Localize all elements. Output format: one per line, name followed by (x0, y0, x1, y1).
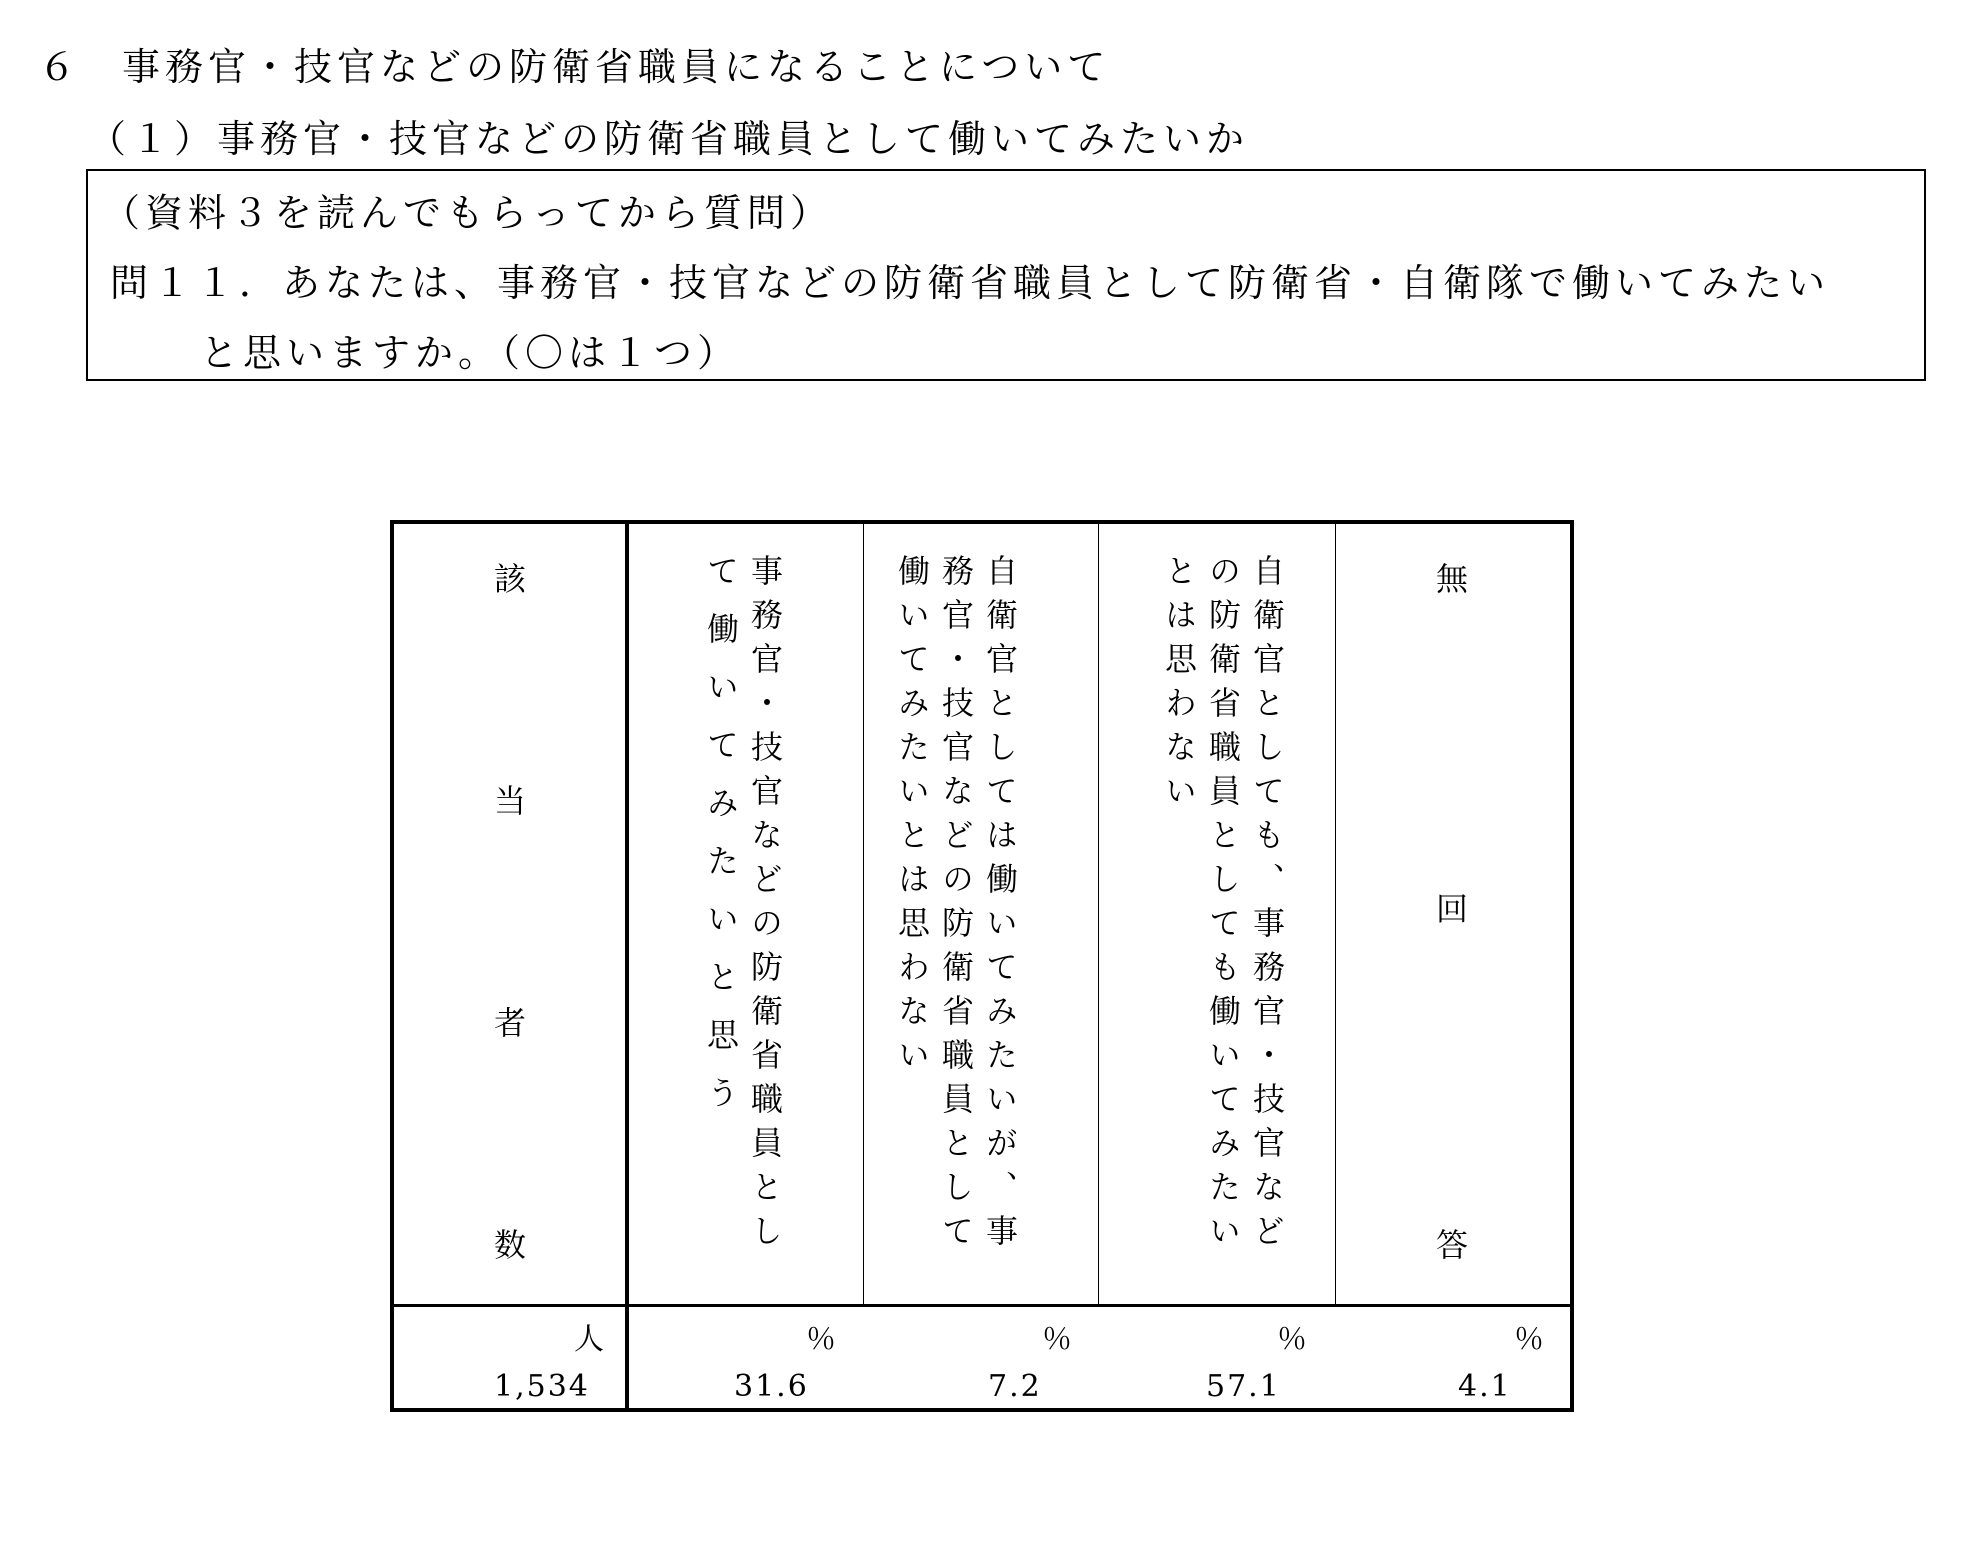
value-sdf-only: 7.2 (988, 1369, 1042, 1404)
unit-percent: ％ (806, 1322, 836, 1357)
header-respondents (394, 524, 625, 1304)
subsection-title: （１）事務官・技官などの防衛省職員として働いてみたいか (88, 117, 1250, 161)
header-option-want-to-work (629, 524, 863, 1304)
header-respondents-char: 該 (494, 560, 527, 598)
header-no-answer-char: 回 (1436, 890, 1469, 928)
unit-respondents: 人 (574, 1322, 604, 1357)
header-option-text: の防衛省職員としても働いてみたい (1204, 554, 1242, 1258)
question-text-line2: と思いますか。（〇は１つ） (200, 331, 741, 375)
question-note: （資料３を読んでもらってから質問） (102, 191, 834, 235)
header-option-text: て働いてみたいと思う (702, 554, 740, 1134)
header-option-text: 働いてみたいとは思わない (893, 554, 931, 1082)
header-option-not-want (1099, 524, 1335, 1304)
header-respondents-char: 数 (494, 1226, 527, 1264)
header-respondents-char: 者 (494, 1004, 527, 1042)
results-table (390, 520, 1574, 1412)
value-not-want: 57.1 (1206, 1369, 1281, 1404)
header-option-text: 務官・技官などの防衛省職員として (937, 554, 975, 1258)
section-number: ６ (38, 45, 82, 89)
header-no-answer-char: 答 (1436, 1226, 1469, 1264)
header-option-text: 自衛官としても、事務官・技官など (1248, 554, 1286, 1258)
unit-percent: ％ (1042, 1322, 1072, 1357)
value-no-answer: 4.1 (1458, 1369, 1512, 1404)
header-no-answer-char: 無 (1436, 560, 1469, 598)
header-option-text: 自衛官としては働いてみたいが、事 (981, 554, 1019, 1258)
header-option-text: 事務官・技官などの防衛省職員とし (746, 554, 784, 1258)
value-want-to-work: 31.6 (734, 1369, 809, 1404)
unit-percent: ％ (1277, 1322, 1307, 1357)
header-option-text: とは思わない (1160, 554, 1198, 818)
header-respondents-char: 当 (494, 782, 527, 820)
header-no-answer (1336, 524, 1570, 1304)
value-respondents: 1,534 (494, 1369, 590, 1404)
section-title (38, 36, 1110, 91)
header-option-sdf-only (864, 524, 1098, 1304)
section-title-text: 事務官・技官などの防衛省職員になることについて (122, 45, 1111, 89)
header-divider (394, 1304, 1570, 1307)
unit-percent: ％ (1514, 1322, 1544, 1357)
question-text-line1: 問１１．あなたは、事務官・技官などの防衛省職員として防衛省・自衛隊で働いてみたい (110, 261, 1831, 305)
